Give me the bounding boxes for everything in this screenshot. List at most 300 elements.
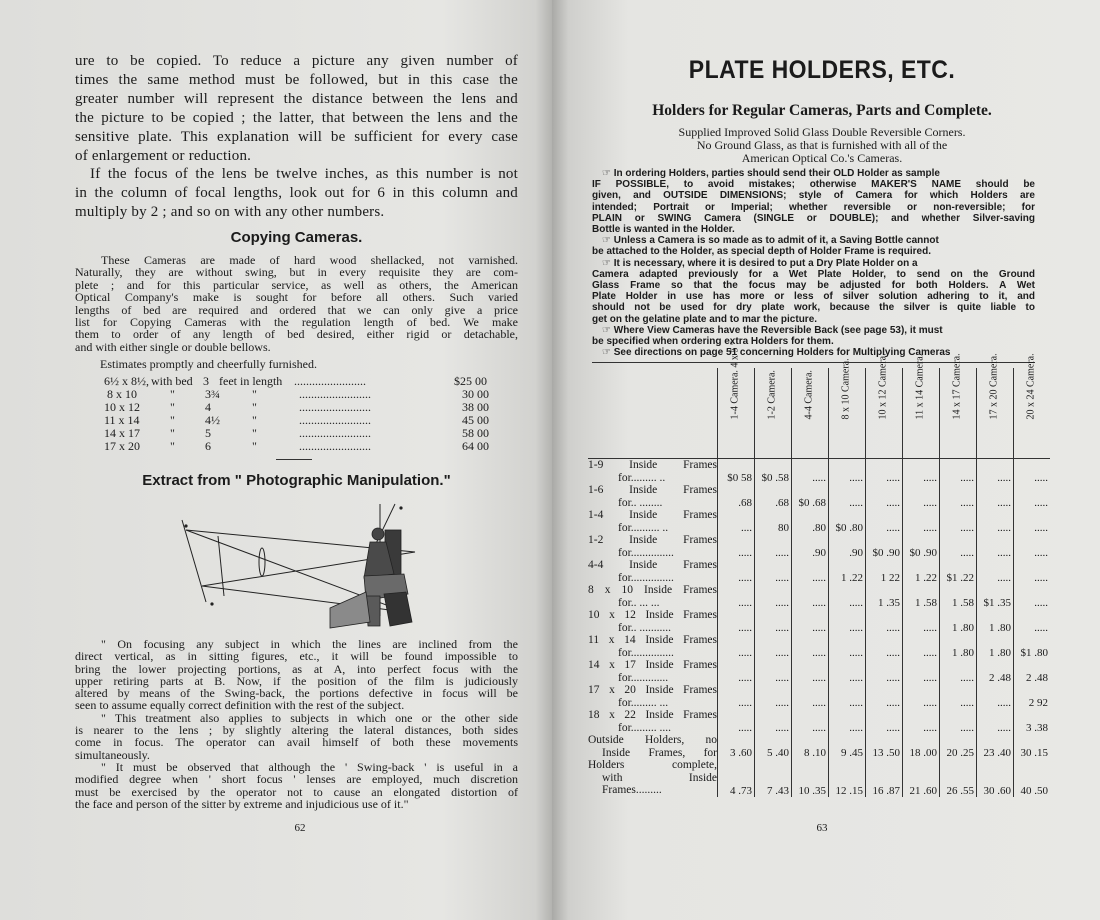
price-cell: .....: [940, 659, 977, 684]
price-cell: 7 .43: [755, 759, 792, 797]
price-cell: .....: [755, 659, 792, 684]
price-cell: .68: [755, 484, 792, 509]
row-label: [588, 484, 718, 509]
text-line: times the same method must be followed, but in this case the: [75, 72, 518, 88]
text-line: Naturally, they are without swing, but in every requisite they are com-: [75, 265, 518, 280]
price-cell: .....: [792, 559, 829, 584]
table-row: [588, 609, 1050, 634]
table-row: [588, 509, 1050, 534]
column-label: 10 x 12 Camera.: [877, 352, 889, 419]
price-cell: .....: [829, 709, 866, 734]
price-cell: .....: [718, 559, 755, 584]
row-label-line: for......... ...: [618, 696, 669, 709]
price-cell: 1 22: [866, 559, 903, 584]
bed-length: 6: [205, 439, 211, 453]
table-row: [588, 484, 1050, 509]
text-line: IF POSSIBLE, to avoid mistakes; otherwise MAKER'S NAME should be: [592, 179, 1035, 191]
leader-dots: ........................: [299, 426, 371, 440]
price-cell: .....: [718, 534, 755, 559]
page-number: 63: [816, 822, 828, 834]
price-cell: .....: [1014, 509, 1051, 534]
intro-paragraph: [75, 52, 518, 166]
bed-length: 5: [205, 426, 211, 440]
table-corner: [588, 368, 718, 459]
column-header: [792, 368, 829, 459]
text-line: " This treatment also applies to subjects in which one or the other side: [101, 710, 518, 725]
text-line: them to order of any length of bed desired, either rigid or detachable,: [75, 327, 518, 342]
unit-label: ": [252, 439, 257, 453]
price-cell: .....: [1014, 534, 1051, 559]
row-label: [588, 659, 718, 684]
unit-label: ": [252, 387, 257, 401]
pointing-hand-icon: ☞: [602, 257, 611, 269]
price-cell: .....: [1014, 584, 1051, 609]
copying-cameras-heading: Copying Cameras.: [230, 229, 363, 246]
price-cell: 1 .80: [977, 609, 1014, 634]
row-label-line: for......... ..: [618, 471, 666, 484]
price-cell: .90: [792, 534, 829, 559]
table-row: [588, 684, 1050, 709]
price-cell: 3 .60: [718, 734, 755, 759]
camera-size: 6½ x 8½,: [104, 374, 149, 388]
price-cell: .....: [718, 709, 755, 734]
price-cell: .....: [829, 459, 866, 485]
price: 64 00: [462, 439, 489, 453]
text-line: [592, 168, 1035, 179]
row-label-line: for.. ...........: [618, 621, 672, 634]
price-cell: $1 .22: [940, 559, 977, 584]
price-cell: .....: [977, 459, 1014, 485]
row-label-line: for.. ... ...: [618, 596, 660, 609]
row-label: [588, 509, 718, 534]
text-line: " It must be observed that although the ' Swing-back ' is useful in a: [101, 759, 518, 774]
copying-cameras-description: [75, 254, 518, 353]
price-cell: .....: [1014, 609, 1051, 634]
table-header-row: [588, 368, 1050, 459]
column-label: 11 x 14 Camera.: [914, 353, 926, 419]
camera-size: 14 x 17: [104, 426, 140, 440]
row-label-line: 4-4 Inside Frames: [588, 559, 717, 571]
text-line: If the focus of the lens be twelve inches, as this number is not: [90, 166, 518, 182]
price-cell: 1 .22: [903, 559, 940, 584]
text-line: intended; Portrait or Imperial; whether reversible or non-reversible; for: [592, 201, 1035, 213]
price-cell: 5 .40: [755, 734, 792, 759]
row-label: [588, 634, 718, 659]
price-cell: $0 .58: [755, 459, 792, 485]
price-cell: .....: [866, 684, 903, 709]
price-cell: .80: [792, 509, 829, 534]
price-cell: .....: [1014, 484, 1051, 509]
camera-size: 10 x 12: [104, 400, 140, 414]
camera-size: 11 x 14: [104, 413, 140, 427]
text-line: get on the gelatine plate and to mar the picture.: [592, 313, 818, 325]
row-label: [588, 709, 718, 734]
notice-text: Where View Cameras have the Reversible Back (see page 53), it must: [613, 324, 943, 336]
price-cell: .....: [866, 484, 903, 509]
bed-length: 3¾: [205, 387, 220, 401]
text-line: Plate Holder in use has more or less of silver solution adhering to it, and: [592, 291, 1035, 303]
price-cell: 16 .87: [866, 759, 903, 797]
row-label-line: Inside Frames, for: [602, 746, 717, 759]
price-cell: $1 .35: [977, 584, 1014, 609]
price-cell: $0 .90: [866, 534, 903, 559]
table-row: [588, 584, 1050, 609]
price-cell: .....: [866, 659, 903, 684]
notice-text: See directions on page 51 concerning Holders for Multiplying Cameras: [613, 347, 951, 359]
price-cell: .....: [755, 584, 792, 609]
column-header: [718, 340, 755, 459]
price-cell: 8 .10: [792, 734, 829, 759]
price-cell: 1 .35: [866, 584, 903, 609]
column-label: 1-2 Camera.: [766, 369, 778, 419]
column-header: [977, 352, 1014, 459]
price-cell: 30 .15: [1014, 734, 1051, 759]
price-cell: .....: [977, 509, 1014, 534]
price-cell: 2 92: [1014, 684, 1051, 709]
subtitle: Holders for Regular Cameras, Parts and Complete.: [652, 102, 992, 119]
text-line: come in focus. The operator can avail himself of both these movements: [75, 735, 518, 750]
leader-dots: ........................: [294, 374, 366, 388]
row-label-line: for...............: [618, 571, 674, 584]
row-label-line: for...............: [618, 546, 674, 559]
page-number: 62: [294, 822, 306, 834]
price-cell: .....: [940, 459, 977, 485]
text-line: upper retiring parts at B. Now, if the position of the film is judiciously: [75, 673, 518, 688]
table-body: [588, 459, 1050, 797]
row-label-line: 1-2 Inside Frames: [588, 534, 717, 546]
bed-label: ": [170, 387, 175, 401]
price-cell: $0 58: [718, 459, 755, 485]
page-title: PLATE HOLDERS, ETC.: [688, 56, 956, 84]
price-cell: .....: [1014, 459, 1051, 485]
text-line: No Ground Glass, as that is furnished with all of the: [696, 137, 948, 152]
row-label-line: for.......... ..: [618, 521, 669, 534]
column-label: 20 x 24 Camera.: [1025, 352, 1037, 419]
text-line: Supplied Improved Solid Glass Double Reversible Corners.: [678, 125, 966, 139]
table-row: [588, 734, 1050, 759]
price-cell: 2 .48: [1014, 659, 1051, 684]
price-cell: .....: [977, 559, 1014, 584]
text-line: of enlargement or reduction.: [75, 148, 252, 164]
price-cell: .....: [940, 709, 977, 734]
row-label-line: 18 x 22 Inside Frames: [588, 709, 717, 721]
text-line: in the column of focal lengths, look out for 6 in this column and: [75, 185, 518, 201]
unit-label: ": [252, 400, 257, 414]
bed-label: ": [170, 426, 175, 440]
price-cell: .....: [940, 484, 977, 509]
price-cell: .....: [829, 584, 866, 609]
supplied-note: [592, 126, 1052, 164]
table-row: [588, 459, 1050, 485]
row-label: [588, 759, 718, 797]
text-line: PLAIN or SWING Camera (SINGLE or DOUBLE); and whether Silver-saving: [592, 212, 1035, 224]
text-line: [592, 235, 1035, 246]
table-row: [588, 634, 1050, 659]
price-cell: .68: [718, 484, 755, 509]
row-label: [588, 584, 718, 609]
divider-rule: [276, 459, 312, 460]
pointing-hand-icon: ☞: [602, 324, 611, 336]
text-line: be specified when ordering extra Holders for them.: [592, 336, 834, 348]
price-cell: .....: [977, 484, 1014, 509]
row-label: [588, 734, 718, 759]
price-cell: 2 .48: [977, 659, 1014, 684]
row-label: [588, 609, 718, 634]
text-line: is nearer to the lens ; by slightly altering the lateral distances, both sides: [75, 723, 518, 738]
bed-length: 4½: [205, 413, 220, 427]
price-cell: .....: [829, 684, 866, 709]
column-header: [755, 368, 792, 459]
row-label-line: Holders complete,: [588, 759, 717, 771]
table-row: [588, 709, 1050, 734]
table-row: [588, 759, 1050, 797]
notice-text: Unless a Camera is so made as to admit of it, a Saving Bottle cannot: [613, 235, 939, 247]
price-row: [104, 439, 494, 452]
price-cell: .....: [866, 609, 903, 634]
price-cell: 12 .15: [829, 759, 866, 797]
price-cell: .....: [977, 684, 1014, 709]
row-label-line: Frames.........: [602, 784, 662, 796]
price-cell: 23 .40: [977, 734, 1014, 759]
quotation-block: [75, 638, 518, 810]
row-label-line: 10 x 12 Inside Frames: [588, 609, 717, 621]
text-line: must be exercised by the operator not to cause an elongated distortion of: [75, 784, 518, 799]
price-cell: .....: [866, 459, 903, 485]
text-line: [592, 347, 1035, 358]
row-label-line: with Inside: [602, 771, 717, 784]
table-row: [588, 559, 1050, 584]
column-header: [1014, 352, 1051, 459]
price-row: [104, 400, 494, 413]
text-line: modified degree when ' short focus ' lenses are employed, much discretion: [75, 772, 518, 787]
price-cell: 1 .22: [829, 559, 866, 584]
price-cell: .....: [829, 634, 866, 659]
price-cell: .....: [829, 659, 866, 684]
price-cell: .....: [755, 709, 792, 734]
price-cell: .....: [903, 634, 940, 659]
row-label: [588, 534, 718, 559]
pointing-hand-icon: ☞: [602, 168, 611, 179]
estimates-note: Estimates promptly and cheerfully furnished.: [100, 357, 317, 371]
row-label-line: for.. ........: [618, 496, 663, 509]
price: 38 00: [462, 400, 489, 414]
column-label: 4-4 Camera.: [803, 369, 815, 419]
text-line: bring the lower projecting portions, as at A, into perfect focus with the: [75, 661, 518, 676]
price-cell: .....: [718, 584, 755, 609]
price-row: [104, 426, 494, 439]
price-cell: 1 .58: [903, 584, 940, 609]
price-cell: .90: [829, 534, 866, 559]
row-label-line: 1-6 Inside Frames: [588, 484, 717, 496]
text-line: These Cameras are made of hard wood shellacked, not varnished.: [101, 253, 518, 267]
bed-label: ": [170, 400, 175, 414]
bed-length: 4: [205, 400, 211, 414]
price: 58 00: [462, 426, 489, 440]
price-cell: .....: [866, 634, 903, 659]
price-cell: .....: [903, 609, 940, 634]
price-cell: 40 .50: [1014, 759, 1051, 797]
text-line: be attached to the Holder, as special depth of Holder Frame is required.: [592, 246, 931, 258]
column-label: 8 x 10 Camera.: [840, 357, 852, 419]
column-label: 1-4 Camera. 4 x 5 ": [729, 340, 741, 419]
leader-dots: ........................: [299, 387, 371, 401]
price-cell: 1 .80: [940, 634, 977, 659]
unit-label: feet in length: [219, 374, 283, 388]
row-label-line: 14 x 17 Inside Frames: [588, 659, 717, 671]
row-label-line: for...............: [618, 646, 674, 659]
bed-length: 3: [203, 374, 209, 388]
row-label-line: 8 x 10 Inside Frames: [588, 584, 717, 596]
price: 30 00: [462, 387, 489, 401]
price-row: [104, 374, 494, 387]
column-header: [940, 352, 977, 459]
table-row: [588, 534, 1050, 559]
swing-back-illustration: [180, 496, 420, 631]
text-line: Optical Company's make is sought for before all others. Such varied: [75, 290, 518, 305]
price-cell: .....: [1014, 559, 1051, 584]
price: $25 00: [454, 374, 487, 388]
price-cell: 1 .58: [940, 584, 977, 609]
price-cell: ....: [718, 509, 755, 534]
text-line: [592, 325, 1035, 336]
bed-label: ": [170, 413, 175, 427]
price-cell: .....: [755, 559, 792, 584]
price-cell: 9 .45: [829, 734, 866, 759]
camera-size: 8 x 10: [107, 387, 137, 401]
price-cell: .....: [903, 709, 940, 734]
bed-label: ": [170, 439, 175, 453]
extract-heading: Extract from " Photographic Manipulation.": [142, 472, 451, 489]
price-cell: .....: [829, 609, 866, 634]
text-line: Bottle is wanted in the Holder.: [592, 224, 735, 236]
focus-paragraph: [75, 165, 518, 222]
price-cell: .....: [903, 484, 940, 509]
row-label-line: 11 x 14 Inside Frames: [588, 634, 717, 646]
pointing-hand-icon: ☞: [602, 235, 611, 247]
price-cell: $0 .90: [903, 534, 940, 559]
text-line: [592, 258, 1035, 269]
leader-dots: ........................: [299, 413, 371, 427]
price-cell: .....: [792, 634, 829, 659]
price-cell: .....: [792, 684, 829, 709]
price-cell: 21 .60: [903, 759, 940, 797]
price-cell: .....: [866, 709, 903, 734]
column-header: [866, 352, 903, 459]
unit-label: ": [252, 413, 257, 427]
price-cell: .....: [792, 584, 829, 609]
price-cell: .....: [903, 684, 940, 709]
leader-dots: ........................: [299, 439, 371, 453]
row-label-line: 1-4 Inside Frames: [588, 509, 717, 521]
text-line: altered by means of the Swing-back, the portions defective in focus will be: [75, 686, 518, 701]
price-cell: .....: [792, 609, 829, 634]
column-header: [829, 357, 866, 459]
text-line: lengths of bed are required and ordered that we can only give a price: [75, 302, 518, 317]
price-cell: .....: [903, 509, 940, 534]
row-label-line: 1-9 Inside Frames: [588, 459, 717, 471]
price-cell: .....: [792, 459, 829, 485]
price-cell: .....: [718, 609, 755, 634]
text-line: multiply by 2 ; and so on with any other numbers.: [75, 204, 385, 220]
column-label: 17 x 20 Camera.: [988, 352, 1000, 419]
price-cell: $0 .80: [829, 509, 866, 534]
text-line: the face and person of the sitter by extreme and injudicious use of it.": [75, 796, 409, 811]
price-row: [104, 387, 494, 400]
text-line: sensitive plate. This explanation will be sufficient for every case: [75, 129, 518, 145]
price-cell: .....: [866, 509, 903, 534]
column-header: [903, 353, 940, 459]
price-cell: .....: [718, 634, 755, 659]
price-cell: 10 .35: [792, 759, 829, 797]
price-cell: 80: [755, 509, 792, 534]
table-row: [588, 659, 1050, 684]
price-row: [104, 413, 494, 426]
text-line: greater number will represent the distance between the lens and: [75, 91, 518, 107]
text-line: given, and OUTSIDE DIMENSIONS; style of Camera for which Holders are: [592, 190, 1035, 202]
text-line: Camera adapted previously for a Wet Plate Holder, to send on the Ground: [592, 268, 1035, 280]
text-line: should not be used for dry plate work, because the silver is quite liable to: [592, 302, 1035, 314]
price-cell: .....: [940, 509, 977, 534]
price-cell: .....: [792, 709, 829, 734]
price-cell: 20 .25: [940, 734, 977, 759]
price: 45 00: [462, 413, 489, 427]
price-cell: .....: [940, 534, 977, 559]
text-line: plete ; and for this particular service, as well as others, the American: [75, 277, 518, 292]
price-cell: .....: [977, 534, 1014, 559]
ordering-notice: [592, 168, 1035, 358]
price-cell: $1 .80: [1014, 634, 1051, 659]
price-cell: 3 .38: [1014, 709, 1051, 734]
price-cell: .....: [755, 684, 792, 709]
column-label: 14 x 17 Camera.: [951, 352, 963, 419]
price-cell: .....: [755, 609, 792, 634]
notice-text: In ordering Holders, parties should send their OLD Holder as sample: [613, 168, 940, 179]
leader-dots: ........................: [299, 400, 371, 414]
text-line: list for Copying Cameras with the regulation length of bed. We make: [75, 315, 518, 330]
text-line: and with either single or double bellows.: [75, 339, 271, 354]
row-label-line: 17 x 20 Inside Frames: [588, 684, 717, 696]
price-cell: 26 .55: [940, 759, 977, 797]
text-line: simultaneously.: [75, 747, 150, 762]
camera-size: 17 x 20: [104, 439, 140, 453]
row-label: [588, 684, 718, 709]
price-cell: 13 .50: [866, 734, 903, 759]
price-cell: .....: [755, 534, 792, 559]
row-label: [588, 459, 718, 485]
text-line: direct vertical, as in sitting figures, etc., it will be found impossible to: [75, 649, 518, 664]
price-cell: 1 .80: [940, 609, 977, 634]
price-cell: .....: [977, 709, 1014, 734]
price-cell: .....: [903, 659, 940, 684]
row-label-line: Outside Holders, no: [588, 734, 717, 746]
price-cell: .....: [903, 459, 940, 485]
price-cell: $0 .68: [792, 484, 829, 509]
price-cell: .....: [755, 634, 792, 659]
price-cell: 30 .60: [977, 759, 1014, 797]
text-line: American Optical Co.'s Cameras.: [741, 150, 903, 165]
row-label-line: for.............: [618, 671, 669, 684]
text-line: " On focusing any subject in which the lines are inclined from the: [101, 637, 518, 651]
price-cell: .....: [829, 484, 866, 509]
row-label: [588, 559, 718, 584]
price-cell: 18 .00: [903, 734, 940, 759]
bed-label: with bed: [151, 374, 193, 388]
row-label-line: for......... ....: [618, 721, 672, 734]
price-cell: .....: [718, 659, 755, 684]
text-line: seen to assume equally correct definition with the rest of the subject.: [75, 698, 405, 713]
price-cell: .....: [940, 684, 977, 709]
price-cell: .....: [792, 659, 829, 684]
